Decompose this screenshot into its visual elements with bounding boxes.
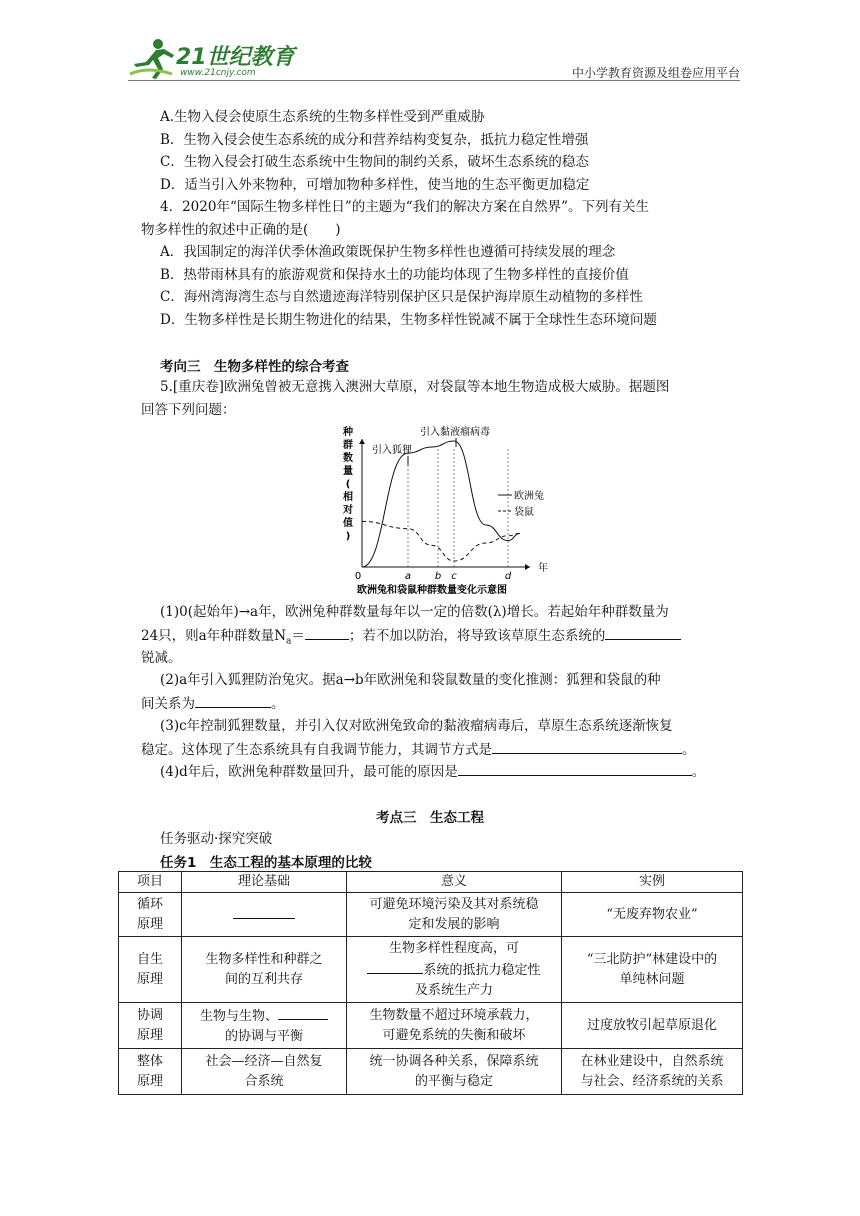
cell-basis: 生物多样性和种群之 间的互利共存 — [182, 937, 347, 1003]
cell-example: 在林业建设中，自然系统 与社会、经济系统的关系 — [562, 1049, 743, 1095]
header-divider — [128, 80, 740, 81]
x-tick-label: c — [451, 571, 457, 582]
q5-part2-line2 — [141, 693, 285, 714]
y-axis-label-char: ( — [345, 479, 351, 490]
runner-logo-icon — [128, 36, 176, 80]
cell-basis — [182, 893, 347, 937]
answer-blank-1[interactable] — [305, 625, 349, 640]
y-axis-label-char: ) — [345, 531, 351, 542]
logo-text: 21世纪教育 — [176, 45, 295, 70]
x-tick-label: a — [404, 571, 412, 582]
q5-part4-end: 。 — [691, 764, 706, 780]
y-axis-label-char: 对 — [343, 505, 353, 516]
task1-heading: 任务1 生态工程的基本原理的比较 — [160, 855, 372, 871]
q3-option-b: B．生物入侵会使生态系统的成分和营养结构变复杂，抵抗力稳定性增强 — [160, 132, 589, 148]
q5-part2-line1: (2)a年引入狐狸防治兔灾。据a→b年欧洲兔和袋鼠数量的变化推测：狐狸和袋鼠的种 — [160, 672, 661, 688]
header-example: 实例 — [562, 872, 743, 893]
q5-stem-line1: 5.[重庆卷]欧洲兔曾被无意携入澳洲大草原，对袋鼠等本地生物造成极大威胁。据题图 — [160, 379, 670, 395]
y-axis-label-char: 相 — [343, 492, 353, 503]
q5-part3-end: 。 — [682, 742, 696, 758]
legend-label: 袋鼠 — [514, 507, 534, 518]
q5-part1-text-c: ；若不加以防治，将导致该草原生态系统的 — [348, 628, 606, 644]
series-line-0 — [362, 441, 520, 567]
task-drive-label: 任务驱动·探究突破 — [160, 831, 273, 847]
q5-part1-text-b: ＝ — [291, 628, 305, 644]
x-tick-label: d — [504, 571, 512, 582]
q5-part1-line2 — [141, 625, 681, 652]
table-row — [119, 1049, 743, 1095]
x-axis-label: 年 — [538, 563, 548, 574]
series-line-1 — [362, 521, 520, 561]
legend-label: 欧洲兔 — [514, 491, 544, 502]
q4-stem-line2: 物多样性的叙述中正确的是( ) — [141, 222, 341, 238]
table-row — [119, 937, 743, 1003]
answer-blank-3[interactable] — [195, 693, 271, 708]
table-row — [119, 893, 743, 937]
answer-blank-6[interactable] — [233, 904, 295, 919]
table-header-row — [119, 872, 743, 893]
x-tick-label: 0 — [354, 571, 362, 582]
q3-option-a: A.生物入侵会使原生态系统的生物多样性受到严重威胁 — [160, 109, 485, 125]
cell-basis: 生物与生物、 的协调与平衡 — [182, 1003, 347, 1049]
y-axis-label-char: 值 — [343, 518, 353, 529]
q4-stem-line1: 4．2020年“国际生物多样性日”的主题为“我们的解决方案在自然界”。下列有关生 — [160, 199, 650, 215]
annotation-fox: 引入狐狸 — [372, 445, 412, 456]
cell-item: 协调 原理 — [119, 1003, 182, 1049]
cell-meaning: 统一协调各种关系，保障系统 的平衡与稳定 — [347, 1049, 562, 1095]
answer-blank-4[interactable] — [492, 739, 682, 754]
platform-name: 中小学教育资源及组卷应用平台 — [571, 66, 740, 80]
principles-table — [118, 871, 743, 1095]
cell-meaning: 生物多样性程度高，可 系统的抵抗力稳定性 及系统生产力 — [347, 937, 562, 1003]
chart-title: 欧洲兔和袋鼠种群数量变化示意图 — [357, 585, 507, 595]
table-row — [119, 1003, 743, 1049]
answer-blank-5[interactable] — [458, 761, 692, 776]
q5-part3-line2 — [141, 739, 696, 760]
population-chart — [338, 423, 548, 595]
y-axis-arrow — [359, 439, 365, 444]
y-axis-label-char: 种 — [343, 427, 353, 438]
y-axis-label-char: 数 — [343, 453, 353, 464]
x-tick-label: b — [434, 571, 442, 582]
header-item: 项目 — [119, 872, 182, 893]
logo-url: www.21cnjy.com — [180, 68, 256, 78]
q5-stem-line2: 回答下列问题： — [141, 402, 236, 418]
cell-meaning: 生物数量不超过环境承载力， 可避免系统的失衡和破坏 — [347, 1003, 562, 1049]
q5-part1-line1: (1)0(起始年)→a年，欧洲兔种群数量每年以一定的倍数(λ)增长。若起始年种群数量为 — [160, 604, 669, 620]
cell-item: 整体 原理 — [119, 1049, 182, 1095]
q3-option-c: C．生物入侵会打破生态系统中生物间的制约关系，破坏生态系统的稳态 — [160, 154, 589, 170]
kaodian-title: 考点三 生态工程 — [376, 810, 484, 826]
q4-option-b: B．热带雨林具有的旅游观赏和保持水土的功能均体现了生物多样性的直接价值 — [160, 267, 629, 283]
q5-part1-line3: 锐减。 — [141, 650, 182, 666]
cell-example: 过度放牧引起草原退化 — [562, 1003, 743, 1049]
cell-item: 自生 原理 — [119, 937, 182, 1003]
q4-option-d: D．生物多样性是长期生物进化的结果，生物多样性锐减不属于全球性生态环境问题 — [160, 312, 657, 328]
section3-heading: 考向三 生物多样性的综合考查 — [160, 359, 349, 375]
cell-basis: 社会—经济—自然复 合系统 — [182, 1049, 347, 1095]
site-logo — [128, 36, 298, 82]
y-axis-label-char: 群 — [343, 440, 353, 451]
cell-example: “三北防护”林建设中的 单纯林问题 — [562, 937, 743, 1003]
q3-option-d: D．适当引入外来物种，可增加物种多样性，使当地的生态平衡更加稳定 — [160, 177, 590, 193]
q4-option-c: C．海州湾海湾生态与自然遗迹海洋特别保护区只是保护海岸原生动植物的多样性 — [160, 289, 643, 305]
answer-blank-7[interactable] — [367, 959, 423, 974]
q5-part2-end: 。 — [271, 696, 285, 712]
q5-part3-text: 稳定。这体现了生态系统具有自我调节能力，其调节方式是 — [141, 742, 492, 758]
cell-example: “无废弃物农业” — [562, 893, 743, 937]
q5-part3-line1: (3)c年控制狐狸数量，并引入仅对欧洲兔致命的黏液瘤病毒后，草原生态系统逐渐恢复 — [160, 718, 673, 734]
q5-part1-subscript: a — [286, 636, 292, 647]
header-meaning: 意义 — [347, 872, 562, 893]
header-basis: 理论基础 — [182, 872, 347, 893]
q5-part4-line1 — [160, 761, 705, 782]
q5-part1-text-a: 24只，则a年种群数量N — [141, 628, 287, 644]
q4-option-a: A．我国制定的海洋伏季休渔政策既保护生物多样性也遵循可持续发展的理念 — [160, 244, 616, 260]
answer-blank-8[interactable] — [278, 1005, 328, 1020]
q5-part4-text: (4)d年后，欧洲兔种群数量回升，最可能的原因是 — [160, 764, 458, 780]
y-axis-label-char: 量 — [343, 466, 353, 477]
x-axis-arrow — [525, 564, 530, 570]
answer-blank-2[interactable] — [605, 625, 681, 640]
annotation-virus: 引入黏液瘤病毒 — [420, 427, 490, 438]
cell-meaning: 可避免环境污染及其对系统稳 定和发展的影响 — [347, 893, 562, 937]
q5-part2-text: 间关系为 — [141, 696, 195, 712]
cell-item: 循环 原理 — [119, 893, 182, 937]
